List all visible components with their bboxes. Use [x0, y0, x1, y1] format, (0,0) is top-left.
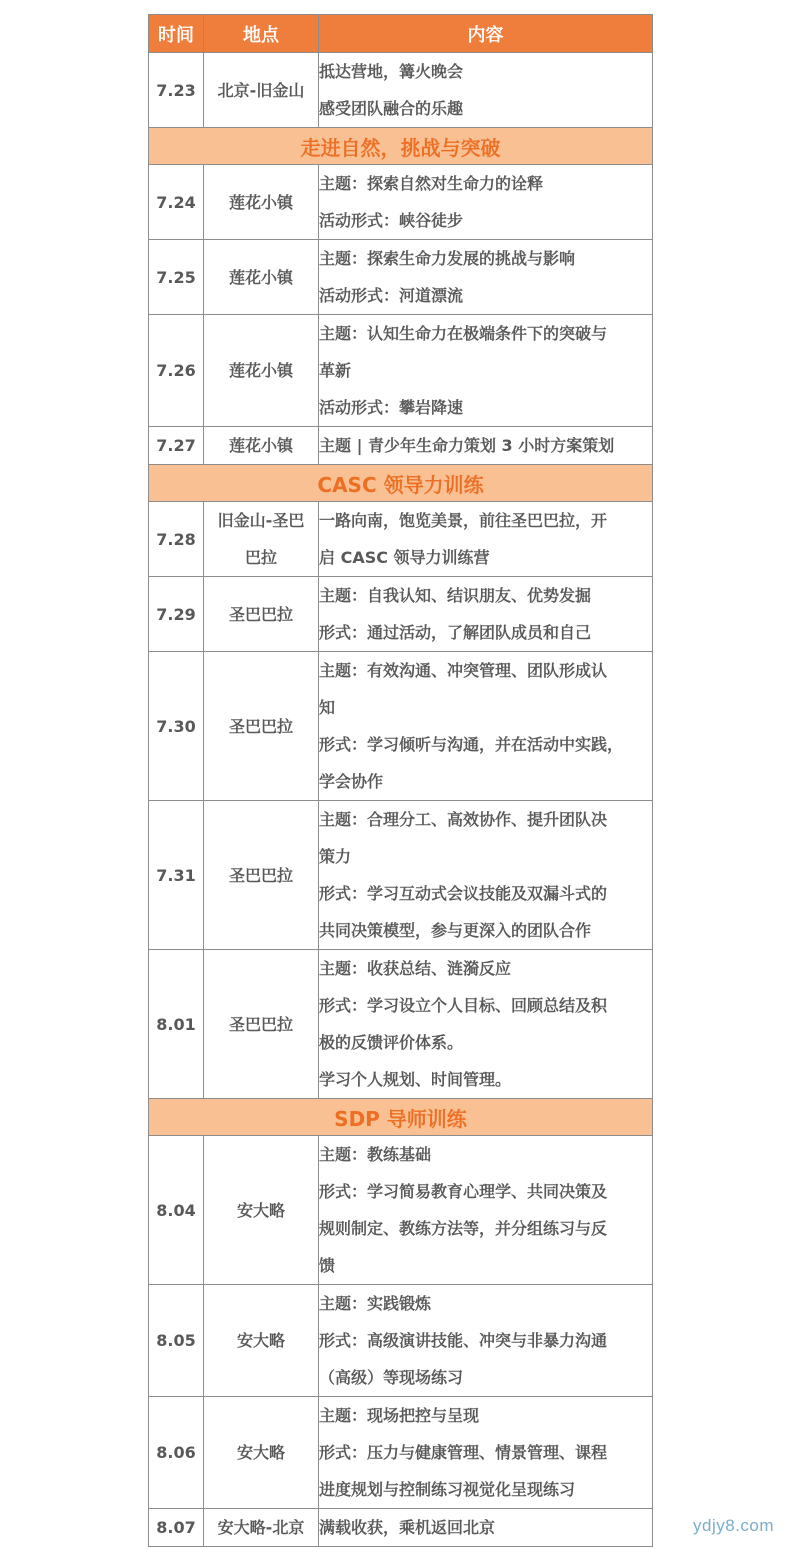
row-content	[319, 652, 653, 801]
place-line: 北京-旧金山	[217, 80, 305, 100]
watermark: ydjy8.com	[693, 1516, 775, 1535]
content-line: 进度规划与控制练习视觉化呈现练习	[319, 1480, 576, 1499]
place-line: 巴拉	[244, 548, 277, 567]
schedule-row	[149, 1509, 653, 1547]
content-line: 抵达营地，篝火晚会	[319, 62, 464, 81]
row-place	[204, 240, 319, 315]
row-content	[319, 165, 653, 240]
row-date: 7.27	[149, 427, 204, 465]
row-place	[204, 502, 319, 577]
row-place	[204, 427, 319, 465]
schedule-row	[149, 1285, 653, 1397]
content-line: 启 CASC 领导力训练营	[319, 548, 490, 567]
content-line: 形式：压力与健康管理、情景管理、课程	[319, 1443, 608, 1462]
row-date: 7.25	[149, 240, 204, 315]
row-date: 7.30	[149, 652, 204, 801]
section-title: 走进自然，挑战与突破	[149, 128, 653, 165]
content-line: 主题：自我认知、结识朋友、优势发掘	[319, 586, 592, 605]
content-line: 学会协作	[319, 772, 384, 791]
content-line: 形式：学习倾听与沟通，并在活动中实践，	[319, 735, 624, 754]
row-place	[204, 950, 319, 1099]
row-date: 7.24	[149, 165, 204, 240]
place-line: 圣巴巴拉	[228, 604, 293, 624]
row-content	[319, 315, 653, 427]
row-date: 8.01	[149, 950, 204, 1099]
section-row	[149, 128, 653, 165]
content-line: 革新	[319, 361, 352, 380]
header-date: 时间	[149, 15, 204, 53]
content-line: 活动形式：河道漂流	[319, 286, 464, 305]
schedule-row	[149, 53, 653, 128]
place-line: 安大略-北京	[217, 1518, 305, 1537]
place-line: 莲花小镇	[228, 267, 293, 287]
header-place: 地点	[204, 15, 319, 53]
row-date: 7.23	[149, 53, 204, 128]
place-line: 圣巴巴拉	[228, 865, 293, 885]
schedule-table	[148, 14, 653, 1547]
row-content	[319, 1136, 653, 1285]
schedule-row	[149, 315, 653, 427]
row-place	[204, 315, 319, 427]
row-date: 7.28	[149, 502, 204, 577]
place-line: 安大略	[236, 1200, 285, 1220]
content-line: 主题 | 青少年生命力策划 3 小时方案策划	[319, 436, 615, 455]
row-place	[204, 1509, 319, 1547]
content-line: 活动形式：攀岩降速	[319, 398, 464, 417]
content-line: 感受团队融合的乐趣	[319, 99, 464, 118]
section-row	[149, 465, 653, 502]
place-line: 安大略	[236, 1331, 285, 1350]
content-line: 知	[319, 698, 336, 717]
content-line: 规则制定、教练方法等，并分组练习与反	[319, 1219, 608, 1238]
row-place	[204, 53, 319, 128]
schedule-row	[149, 950, 653, 1099]
content-line: 形式：高级演讲技能、冲突与非暴力沟通	[319, 1331, 608, 1350]
schedule-row	[149, 502, 653, 577]
row-date: 8.06	[149, 1397, 204, 1509]
content-line: 极的反馈评价体系。	[319, 1033, 464, 1052]
row-place	[204, 652, 319, 801]
place-line: 莲花小镇	[228, 436, 293, 455]
content-line: 形式：学习互动式会议技能及双漏斗式的	[319, 884, 608, 903]
schedule-row	[149, 1397, 653, 1509]
content-line: 主题：有效沟通、冲突管理、团队形成认	[319, 661, 608, 680]
row-content	[319, 502, 653, 577]
row-content	[319, 950, 653, 1099]
row-place	[204, 1397, 319, 1509]
schedule-row	[149, 240, 653, 315]
row-date: 7.26	[149, 315, 204, 427]
row-content	[319, 427, 653, 465]
content-line: 馈	[319, 1256, 336, 1275]
content-line: 主题：实践锻炼	[319, 1294, 432, 1313]
content-line: 形式：学习简易教育心理学、共同决策及	[319, 1182, 608, 1201]
schedule-row	[149, 577, 653, 652]
content-line: 主题：探索生命力发展的挑战与影响	[319, 249, 576, 268]
content-line: 主题：认知生命力在极端条件下的突破与	[319, 324, 608, 343]
content-line: 主题：现场把控与呈现	[319, 1406, 480, 1425]
row-place	[204, 577, 319, 652]
place-line: 圣巴巴拉	[228, 716, 293, 736]
row-date: 8.05	[149, 1285, 204, 1397]
content-line: 主题：教练基础	[319, 1145, 432, 1164]
place-line: 圣巴巴拉	[228, 1014, 293, 1034]
row-date: 7.29	[149, 577, 204, 652]
row-content	[319, 577, 653, 652]
row-content	[319, 1285, 653, 1397]
row-content	[319, 1509, 653, 1547]
content-line: 满载收获，乘机返回北京	[319, 1518, 496, 1537]
row-place	[204, 1285, 319, 1397]
schedule-row	[149, 801, 653, 950]
table-header-row	[149, 15, 653, 53]
row-place	[204, 165, 319, 240]
schedule-row	[149, 652, 653, 801]
content-line: 策力	[319, 847, 352, 866]
content-line: 活动形式：峡谷徒步	[319, 211, 464, 230]
content-line: （高级）等现场练习	[319, 1368, 464, 1387]
row-date: 7.31	[149, 801, 204, 950]
place-line: 安大略	[236, 1443, 285, 1462]
row-content	[319, 240, 653, 315]
section-row	[149, 1099, 653, 1136]
content-line: 主题：收获总结、涟漪反应	[319, 959, 512, 978]
schedule-row	[149, 427, 653, 465]
content-line: 共同决策模型，参与更深入的团队合作	[319, 921, 592, 940]
content-line: 一路向南，饱览美景，前往圣巴巴拉，开	[319, 511, 608, 530]
row-place	[204, 801, 319, 950]
row-date: 8.04	[149, 1136, 204, 1285]
row-date: 8.07	[149, 1509, 204, 1547]
schedule-row	[149, 165, 653, 240]
section-title: CASC 领导力训练	[149, 465, 653, 502]
content-line: 主题：合理分工、高效协作、提升团队决	[319, 810, 608, 829]
row-content	[319, 801, 653, 950]
header-content: 内容	[319, 15, 653, 53]
place-line: 莲花小镇	[228, 361, 293, 380]
row-place	[204, 1136, 319, 1285]
content-line: 形式：通过活动，了解团队成员和自己	[319, 623, 592, 642]
row-content	[319, 1397, 653, 1509]
place-line: 莲花小镇	[228, 192, 293, 212]
place-line: 旧金山-圣巴	[217, 511, 305, 530]
content-line: 形式：学习设立个人目标、回顾总结及积	[319, 996, 608, 1015]
row-content	[319, 53, 653, 128]
section-title: SDP 导师训练	[149, 1099, 653, 1136]
content-line: 学习个人规划、时间管理。	[319, 1070, 512, 1089]
content-line: 主题：探索自然对生命力的诠释	[319, 174, 544, 193]
schedule-row	[149, 1136, 653, 1285]
